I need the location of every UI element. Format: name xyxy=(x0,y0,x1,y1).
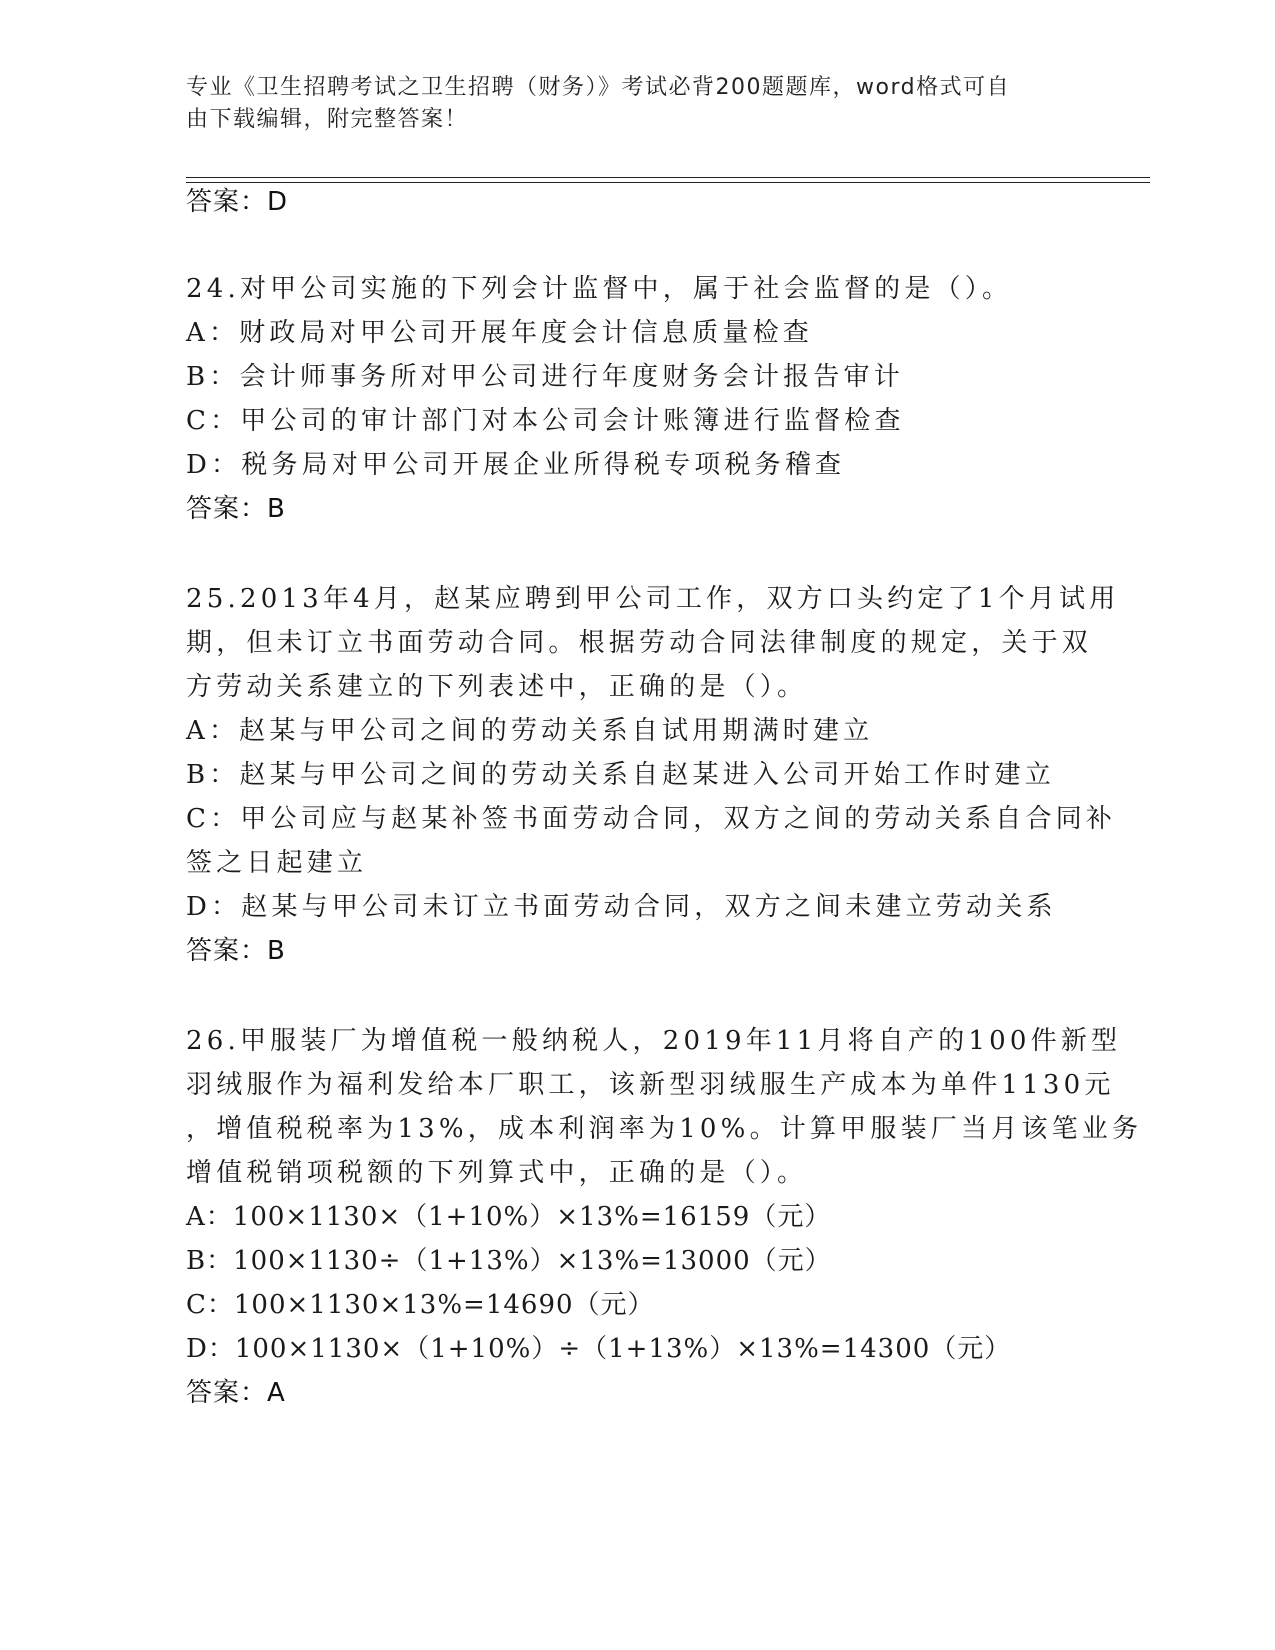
answer-text: 答案：B xyxy=(186,936,286,966)
header-divider xyxy=(186,182,1150,183)
option-c-continued: 签之日起建立 xyxy=(186,848,368,878)
option-c: C：甲公司应与赵某补签书面劳动合同，双方之间的劳动关系自合同补 xyxy=(186,804,1117,834)
answer-text: 答案：D xyxy=(186,187,289,217)
option-d: D：100×1130×（1+10%）÷（1+13%）×13%=14300（元） xyxy=(186,1334,1012,1364)
question-text: 增值税销项税额的下列算式中，正确的是（）。 xyxy=(186,1158,808,1188)
document-header xyxy=(186,72,1066,136)
question-text: 26.甲服装厂为增值税一般纳税人，2019年11月将自产的100件新型 xyxy=(186,1026,1122,1056)
option-b: B：100×1130÷（1+13%）×13%=13000（元） xyxy=(186,1246,832,1276)
option-a: A：财政局对甲公司开展年度会计信息质量检查 xyxy=(186,318,813,348)
option-d: D：税务局对甲公司开展企业所得税专项税务稽查 xyxy=(186,450,846,480)
option-d: D：赵某与甲公司未订立书面劳动合同，双方之间未建立劳动关系 xyxy=(186,892,1057,922)
question-text: 24.对甲公司实施的下列会计监督中，属于社会监督的是（）。 xyxy=(186,274,1013,304)
question-text: 期，但未订立书面劳动合同。根据劳动合同法律制度的规定，关于双 xyxy=(186,628,1093,658)
option-a: A：100×1130×（1+10%）×13%=16159（元） xyxy=(186,1202,832,1232)
option-a: A：赵某与甲公司之间的劳动关系自试用期满时建立 xyxy=(186,716,874,746)
question-text: 方劳动关系建立的下列表述中，正确的是（）。 xyxy=(186,672,808,702)
header-line: 专业《卫生招聘考试之卫生招聘（财务）》考试必背200题题库，word格式可自 xyxy=(186,75,1011,100)
option-b: B：会计师事务所对甲公司进行年度财务会计报告审计 xyxy=(186,362,904,392)
header-divider xyxy=(186,177,1150,178)
option-c: C：甲公司的审计部门对本公司会计账簿进行监督检查 xyxy=(186,406,905,436)
question-text: 羽绒服作为福利发给本厂职工，该新型羽绒服生产成本为单件1130元 xyxy=(186,1070,1115,1100)
question-text: ，增值税税率为13%，成本利润率为10%。计算甲服装厂当月该笔业务 xyxy=(186,1114,1143,1144)
header-line: 由下载编辑，附完整答案！ xyxy=(186,107,469,132)
answer-text: 答案：B xyxy=(186,494,286,524)
option-b: B：赵某与甲公司之间的劳动关系自赵某进入公司开始工作时建立 xyxy=(186,760,1055,790)
option-c: C：100×1130×13%=14690（元） xyxy=(186,1290,655,1320)
question-text: 25.2013年4月，赵某应聘到甲公司工作，双方口头约定了1个月试用 xyxy=(186,584,1120,614)
answer-text: 答案：A xyxy=(186,1378,286,1408)
